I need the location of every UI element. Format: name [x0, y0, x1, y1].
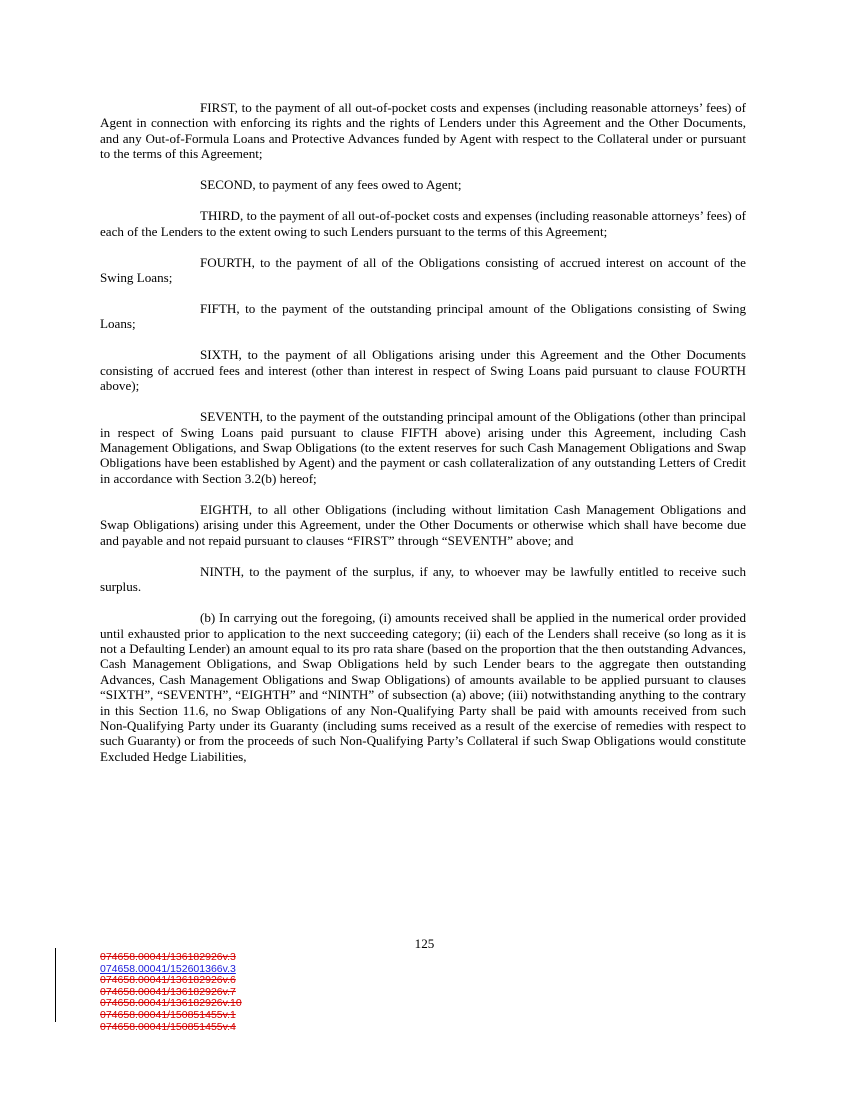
revision-change-bar: [55, 948, 56, 1022]
document-body: [100, 100, 746, 780]
page-number: 125: [414, 936, 435, 951]
clause-sixth-paragraph: SIXTH, to the payment of all Obligations arising under this Agreement and the Other Documents consisting of accrued fees and interest (other than interest in respect of Swing Loans paid pursuant to clause FOURTH above);: [100, 347, 746, 394]
clause-first-paragraph: FIRST, to the payment of all out-of-pocket costs and expenses (including reasonable attorneys’ fees) of Agent in connection with enforcing its rights and the rights of Lenders under this Agreement and the Other Documents, and any Out-of-Formula Loans and Protective Advances funded by Agent with respect to the Collateral under or pursuant to the terms of this Agreement;: [100, 100, 746, 162]
clause-eighth-paragraph: EIGHTH, to all other Obligations (including without limitation Cash Management Obligations and Swap Obligations) arising under this Agreement, under the Other Documents or otherwise which shall have become due and payable and not repaid pursuant to clauses “FIRST” through “SEVENTH” above; and: [100, 501, 746, 548]
document-id-deleted: 074658.00041/136182926v.3: [100, 951, 236, 963]
clause-seventh-paragraph: SEVENTH, to the payment of the outstanding principal amount of the Obligations (other than principal in respect of Swing Loans paid pursuant to clause FIFTH above) arising under this Agreement, including Cash Management Obligations, and Swap Obligations (to the extent reserves for such Cash Management Obligations and Swap Obligations have been established by Agent) and the payment or cash collateralization of any outstanding Letters of Credit in accordance with Section 3.2(b) hereof;: [100, 409, 746, 486]
clause-fifth-paragraph: FIFTH, to the payment of the outstanding principal amount of the Obligations consisting of Swing Loans;: [100, 301, 746, 332]
clause-second-paragraph: SECOND, to payment of any fees owed to Agent;: [200, 177, 462, 193]
document-id-deleted: 074658.00041/136182926v.7: [100, 985, 236, 998]
document-id-deleted: 074658.00041/150851455v.1: [100, 1008, 236, 1021]
clause-third-paragraph: THIRD, to the payment of all out-of-pocket costs and expenses (including reasonable attorneys’ fees) of each of the Lenders to the extent owing to such Lenders pursuant to the terms of this Agreement;: [100, 208, 746, 239]
document-id-deleted: 074658.00041/136182926v.10: [100, 997, 242, 1010]
clause-fourth-paragraph: FOURTH, to the payment of all of the Obligations consisting of accrued interest on account of the Swing Loans;: [100, 254, 746, 286]
document-id-stack: [100, 952, 242, 1033]
document-id-current: 074658.00041/152601366v.3: [100, 962, 236, 975]
document-id-deleted: 074658.00041/136182926v.6: [100, 974, 236, 987]
subsection-b-paragraph: (b) In carrying out the foregoing, (i) amounts received shall be applied in the numerical order provided until exhausted prior to application to the next succeeding category; (ii) each of the Lenders shall receive (so long as it is not a Defaulting Lender) an amount equal to its pro rata share (based on the proportion that the then outstanding Advances, Cash Management Obligations, and Swap Obligations held by such Lender bears to the aggregate then outstanding Advances, Cash Management Obligations and Swap Obligations) of amounts available to be applied pursuant to clauses “SIXTH”, “SEVENTH”, “EIGHTH” and “NINTH” of subsection (a) above; (iii) notwithstanding anything to the contrary in this Section 11.6, no Swap Obligations of any Non-Qualifying Party shall be paid with amounts received from such Non-Qualifying Party under its Guaranty (including sums received as a result of the exercise of remedies with respect to such Guaranty) or from the proceeds of such Non-Qualifying Party’s Collateral if such Swap Obligations would constitute Excluded Hedge Liabilities,: [100, 610, 746, 764]
document-id-deleted: 074658.00041/150851455v.4: [100, 1020, 236, 1033]
clause-ninth-paragraph: NINTH, to the payment of the surplus, if any, to whoever may be lawfully entitled to receive such surplus.: [100, 563, 746, 595]
